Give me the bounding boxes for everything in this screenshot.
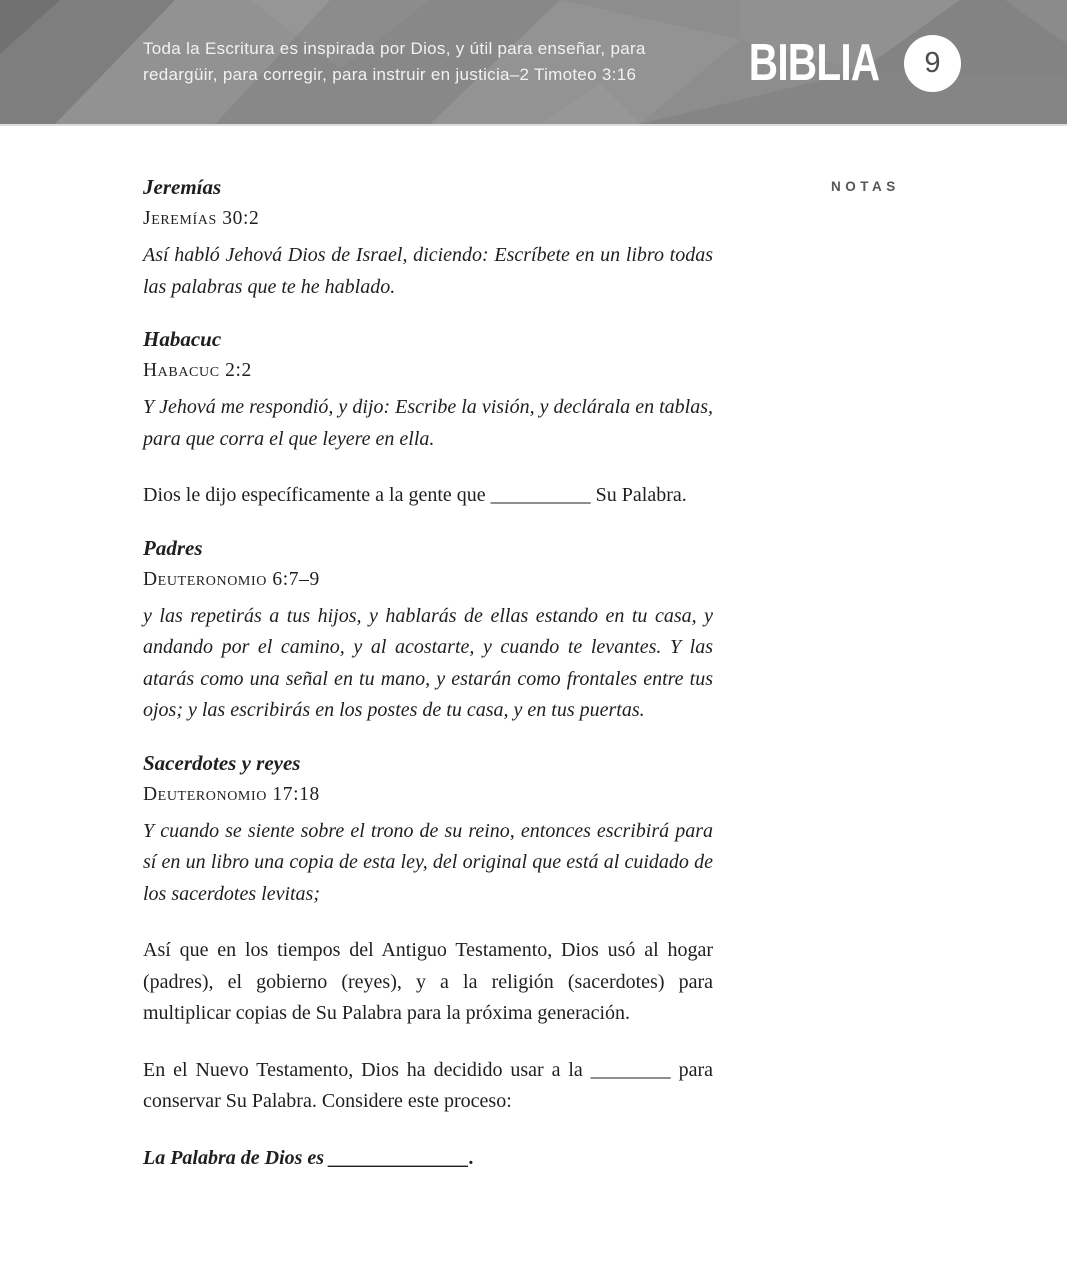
scripture-verse: Y cuando se siente sobre el trono de su reino, entonces escribirá para sí en un libro una copia de esta ley, del original que está al cuidado de los sacerdotes levitas; [143, 819, 713, 905]
page-body [0, 126, 1067, 1174]
statement-line: La Palabra de Dios es ______________. [143, 1146, 475, 1169]
header-scripture-quote [143, 36, 646, 88]
summary-paragraph: Así que en los tiempos del Antiguo Testamento, Dios usó al hogar (padres), el gobierno (reyes), y a la religión (sacerdotes) para multiplicar copias de Su Palabra para la próxima generación. [143, 939, 713, 1024]
scripture-reference: Deuteronomio 17:18 [143, 783, 320, 805]
section-jeremias [143, 176, 713, 303]
section-heading: Sacerdotes y reyes [143, 750, 301, 775]
brand-title: BIBLIA [748, 34, 879, 92]
header-banner [0, 0, 1067, 126]
section-padres [143, 537, 713, 727]
header-quote-line-1: Toda la Escritura es inspirada por Dios, y útil para enseñar, para [143, 39, 646, 58]
section-sacerdotes-y-reyes [143, 752, 713, 911]
scripture-verse: Y Jehová me respondió, y dijo: Escribe la visión, y declárala en tablas, para que corra el que leyere en ella. [143, 396, 713, 450]
section-heading: Habacuc [143, 327, 222, 351]
page-number: 9 [924, 46, 941, 79]
scripture-reference: Deuteronomio 6:7–9 [143, 568, 320, 590]
notes-label: NOTAS [831, 179, 900, 194]
header-brand-group [712, 0, 961, 126]
page-number-badge [904, 35, 961, 92]
scripture-verse: y las repetirás a tus hijos, y hablarás de ellas estando en tu casa, y andando por el camino, y al acostarte, y cuando te levantes. Y las atarás como una señal en tu mano, y estarán como frontales entre tus ojos; y las escribirás en los postes de tu casa, y en tus puertas. [143, 604, 713, 721]
fill-in-question-2: En el Nuevo Testamento, Dios ha decidido usar a la ________ para conservar Su Palabra. Considere este proceso: [143, 1058, 713, 1112]
scripture-reference: Jeremías 30:2 [143, 208, 260, 229]
scripture-verse: Así habló Jehová Dios de Israel, diciendo: Escríbete en un libro todas las palabras que te he hablado. [143, 244, 713, 298]
section-heading: Jeremías [143, 175, 222, 199]
lesson-content-column [143, 176, 713, 1174]
fill-in-question-1: Dios le dijo específicamente a la gente que __________ Su Palabra. [143, 484, 687, 506]
section-heading: Padres [143, 535, 203, 560]
section-habacuc [143, 328, 713, 455]
scripture-reference: Habacuc 2:2 [143, 360, 252, 381]
header-quote-line-2: redargüir, para corregir, para instruir en justicia–2 Timoteo 3:16 [143, 65, 637, 84]
